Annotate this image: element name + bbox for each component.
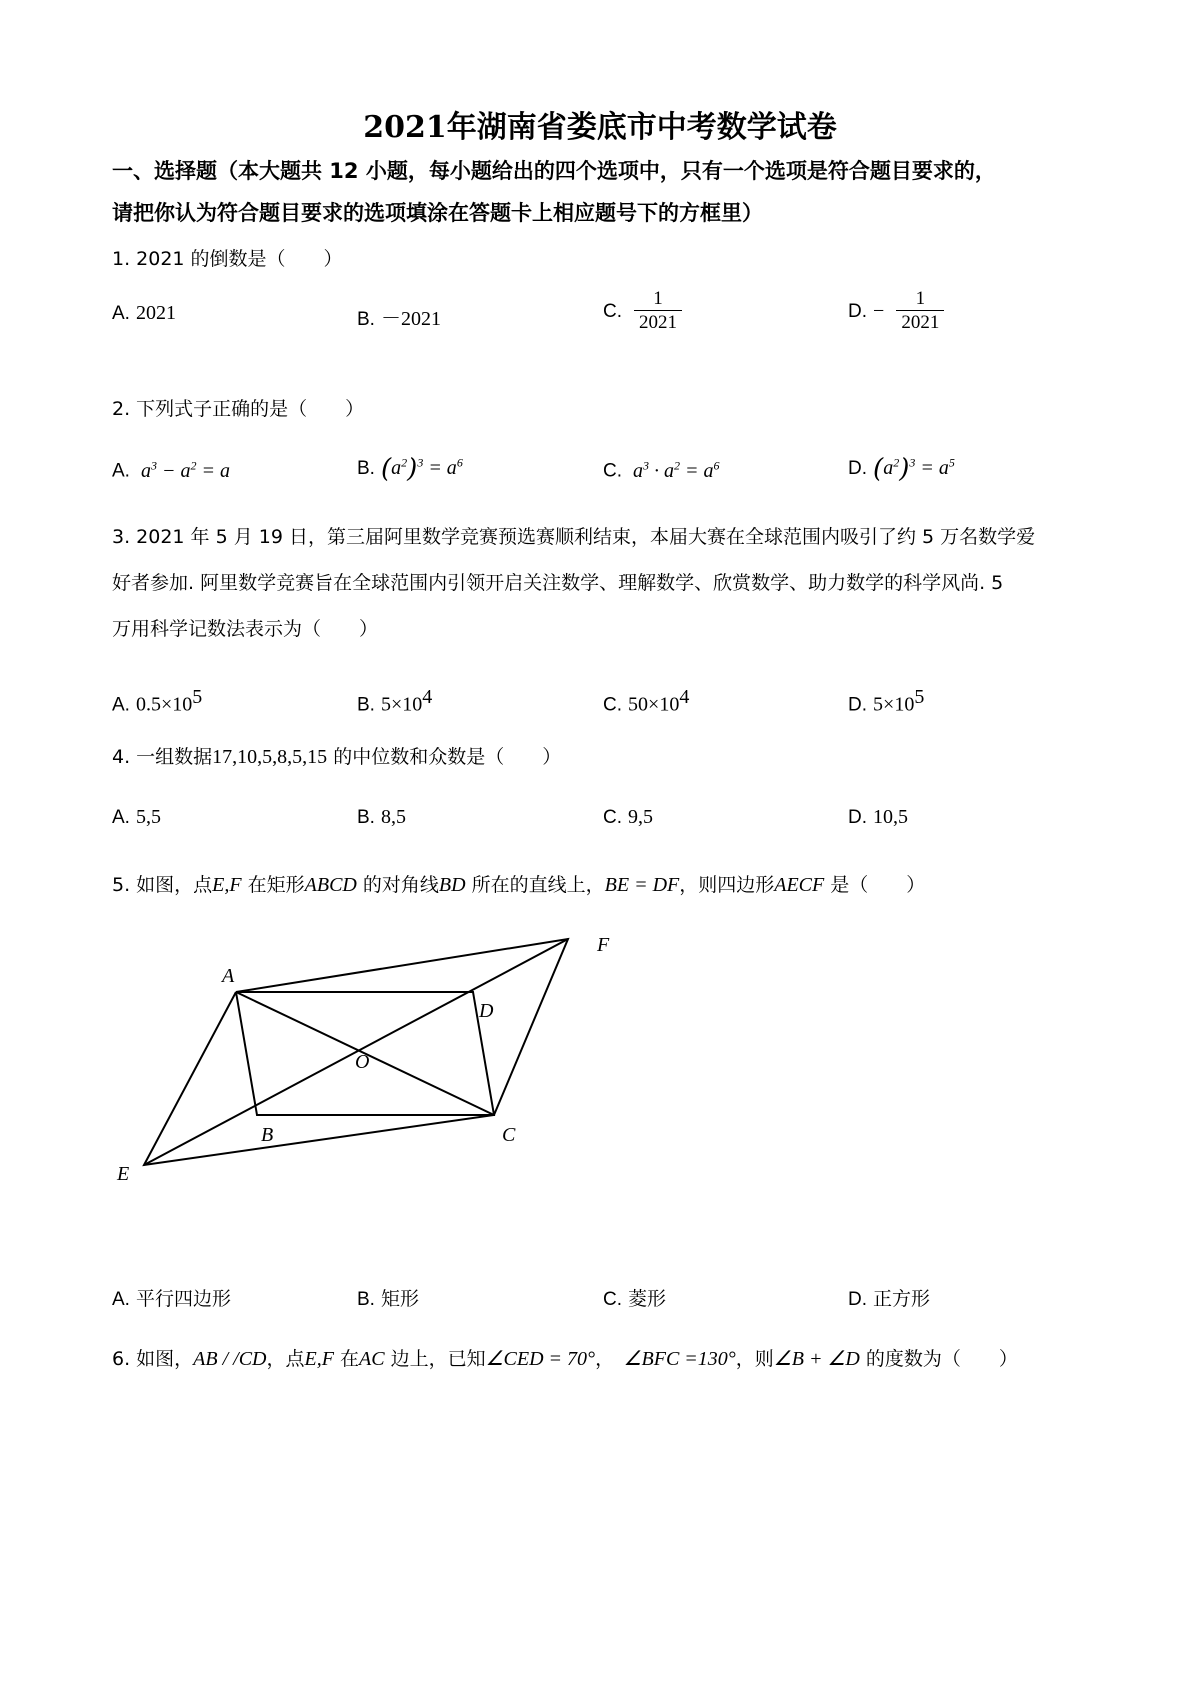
stem-text: ，: [595, 1348, 624, 1370]
option-label: A.: [112, 807, 130, 828]
option-label: C.: [603, 1289, 622, 1310]
numerator: 1: [915, 288, 926, 309]
q1-option-b[interactable]: [357, 302, 441, 331]
formula: $(a^2)^3 = a^6$: [381, 454, 463, 484]
q4-option-d[interactable]: [848, 806, 908, 829]
mantissa: 5×10: [873, 693, 915, 716]
page-title: 2021年湖南省娄底市中考数学试卷: [363, 110, 837, 145]
label-o: O: [355, 1051, 370, 1073]
fraction: [896, 288, 944, 335]
q2-option-d[interactable]: [848, 454, 955, 484]
option-label: C.: [603, 694, 622, 716]
math-bd: BD: [438, 874, 466, 896]
stem-text: ，则四边形: [679, 874, 775, 896]
question-3-line2: 好者参加. 阿里数学竞赛旨在全球范围内引领开启关注数学、理解数学、欣赏数学、助力数学的科学风尚. 5: [112, 572, 1004, 594]
option-label: B.: [357, 458, 375, 479]
data-list: 17,10,5,8,5,15: [212, 746, 328, 768]
math-aecf: AECF: [774, 874, 825, 896]
option-text: 矩形: [381, 1288, 420, 1310]
section-heading-line2: 请把你认为符合题目要求的选项填涂在答题卡上相应题号下的方框里）: [112, 201, 763, 225]
q5-option-c[interactable]: [603, 1284, 666, 1311]
mantissa: 50×10: [628, 693, 680, 716]
q3-option-d[interactable]: [848, 686, 924, 716]
stem-text: 是（ ）: [824, 874, 926, 896]
denominator: 2021: [639, 312, 678, 333]
formula: $a^3 - a^2 = a$: [136, 458, 230, 482]
stem-text: 的度数为（ ）: [859, 1348, 1018, 1370]
stem-text: 所在的直线上，: [465, 874, 605, 896]
option-text: 8,5: [381, 806, 406, 828]
math-be-df: BE = DF: [604, 874, 680, 896]
option-text: 平行四边形: [136, 1288, 232, 1310]
option-text: 9,5: [628, 806, 654, 828]
exponent: 5: [192, 686, 203, 708]
section-heading: [112, 150, 1112, 234]
label-f: F: [597, 934, 610, 956]
option-label: D.: [848, 694, 867, 716]
option-label: C.: [603, 460, 622, 482]
math-angle-bfc: ∠BFC =130°: [623, 1348, 736, 1370]
q5-option-a[interactable]: [112, 1284, 231, 1311]
q1-option-a[interactable]: [112, 302, 176, 325]
label-b: B: [261, 1124, 274, 1146]
label-e: E: [117, 1163, 130, 1185]
question-4-stem: [112, 742, 561, 772]
option-text: 正方形: [873, 1288, 931, 1310]
option-label: D.: [848, 807, 867, 828]
math-angle-ced: ∠CED = 70°: [485, 1348, 596, 1370]
section-heading-line1: 一、选择题（本大题共 12 小题，每小题给出的四个选项中，只有一个选项是符合题目要求的，: [112, 159, 996, 183]
stem-text: 边上，已知: [384, 1348, 486, 1370]
option-text: 10,5: [873, 806, 909, 828]
question-3-line3: 万用科学记数法表示为（ ）: [112, 618, 379, 640]
stem-text: ，点: [266, 1348, 305, 1370]
option-label: B.: [357, 309, 375, 330]
option-text: －2021: [381, 308, 441, 330]
stem-text: 的中位数和众数是（ ）: [327, 746, 562, 768]
q4-option-a[interactable]: [112, 806, 161, 829]
option-label: A.: [112, 694, 130, 716]
q4-option-c[interactable]: [603, 806, 653, 829]
q1-option-d[interactable]: [848, 288, 944, 335]
option-text: 2021: [136, 302, 176, 324]
stem-text: 的对角线: [356, 874, 439, 896]
q1-option-c[interactable]: [603, 288, 682, 335]
label-a: A: [222, 965, 235, 987]
formula: $(a^2)^3 = a^5$: [873, 454, 955, 484]
q2-option-b[interactable]: [357, 454, 463, 484]
q3-option-a[interactable]: [112, 686, 202, 716]
stem-text: 在: [333, 1348, 360, 1370]
denominator: 2021: [901, 312, 940, 333]
stem-text: ，则: [735, 1348, 774, 1370]
option-label: B.: [357, 807, 375, 828]
question-3-stem: [112, 522, 1035, 644]
option-label: C.: [603, 301, 622, 322]
option-label: D.: [848, 1289, 867, 1310]
math-angle-sum: ∠B + ∠D: [773, 1348, 860, 1370]
formula: $a^3 \cdot a^2 = a^6$: [628, 458, 720, 482]
exponent: 4: [422, 686, 433, 708]
q4-option-b[interactable]: [357, 806, 406, 829]
stem-text: 5. 如图，点: [112, 874, 213, 896]
q2-option-c[interactable]: [603, 458, 720, 483]
math-ef: E,F: [212, 874, 242, 896]
exponent: 4: [679, 686, 690, 708]
question-2-stem: 2. 下列式子正确的是（ ）: [112, 398, 365, 420]
mantissa: 5×10: [381, 693, 423, 716]
stem-text: 在矩形: [241, 874, 305, 896]
option-label: D.: [848, 458, 867, 479]
question-1-stem: 1. 2021 的倒数是（ ）: [112, 248, 343, 270]
exponent: 5: [914, 686, 925, 708]
option-label: B.: [357, 1289, 375, 1310]
q3-option-c[interactable]: [603, 686, 689, 716]
option-text: 菱形: [628, 1288, 667, 1310]
math-ab-cd: AB / /CD: [193, 1348, 267, 1370]
question-6-stem: [112, 1344, 1018, 1374]
q5-option-b[interactable]: [357, 1284, 419, 1311]
stem-text: 4. 一组数据: [112, 746, 213, 768]
minus-sign: −: [873, 300, 885, 322]
math-abcd: ABCD: [304, 874, 357, 896]
geometry-figure: [100, 920, 640, 1200]
option-label: C.: [603, 807, 622, 828]
mantissa: 0.5×10: [136, 693, 193, 716]
fraction: [634, 288, 682, 335]
option-label: A.: [112, 303, 130, 324]
question-3-line1: 3. 2021 年 5 月 19 日，第三届阿里数学竞赛预选赛顺利结束，本届大赛在全球范围内吸引了约 5 万名数学爱: [112, 526, 1036, 548]
numerator: 1: [653, 288, 663, 309]
label-c: C: [502, 1124, 516, 1146]
math-ef: E,F: [304, 1348, 334, 1370]
option-label: A.: [112, 460, 130, 482]
q5-option-d[interactable]: [848, 1284, 930, 1311]
option-label: A.: [112, 1289, 130, 1310]
option-label: D.: [848, 301, 867, 322]
label-d: D: [479, 1000, 494, 1022]
question-5-stem: [112, 870, 925, 900]
option-text: 5,5: [136, 806, 161, 828]
math-ac: AC: [359, 1348, 385, 1370]
stem-text: 6. 如图，: [112, 1348, 194, 1370]
q2-option-a[interactable]: [112, 458, 230, 483]
option-label: B.: [357, 694, 375, 716]
q3-option-b[interactable]: [357, 686, 432, 716]
